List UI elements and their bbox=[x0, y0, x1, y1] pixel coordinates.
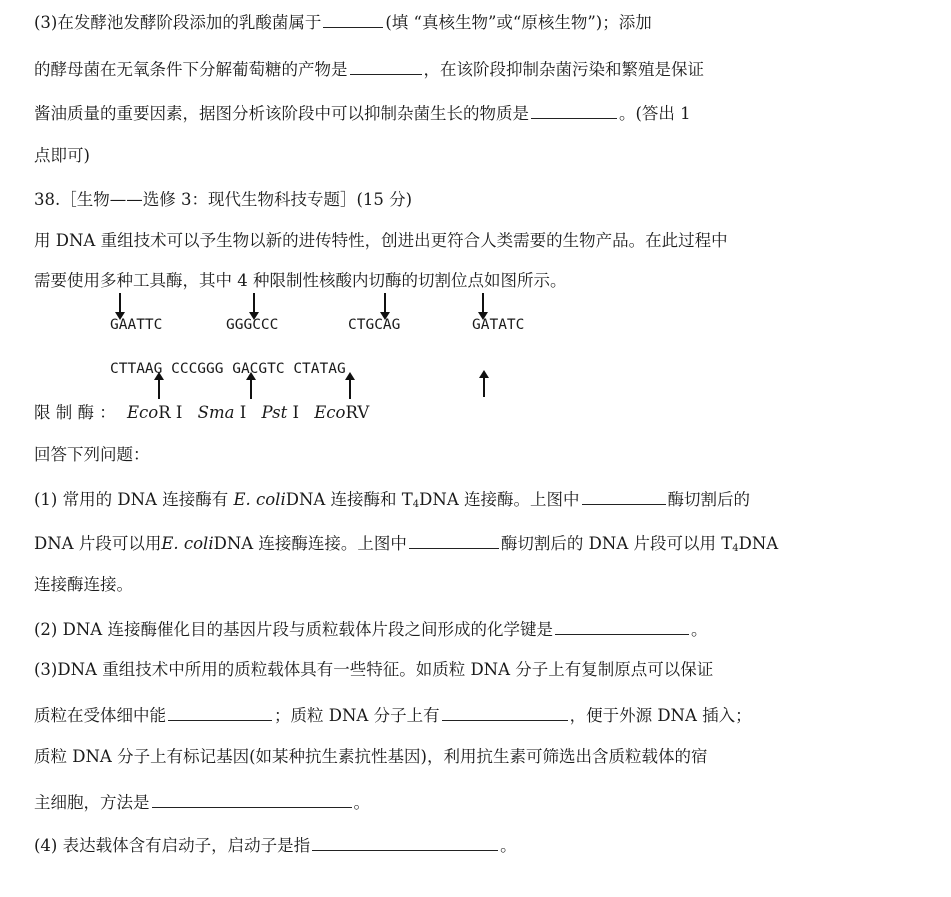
part3-line-3: 质粒 DNA 分子上有标记基因(如某种抗生素抗性基因)，利用抗生素可筛选出含质粒载体的宿 bbox=[34, 747, 708, 766]
enzyme-smai: Sma Ⅰ bbox=[197, 403, 247, 422]
answer-blank[interactable] bbox=[582, 487, 666, 505]
part4-text: 。 bbox=[500, 836, 517, 855]
part4-line bbox=[34, 833, 931, 857]
answer-blank[interactable] bbox=[168, 703, 272, 721]
part2-line bbox=[34, 617, 931, 641]
q3-line-1 bbox=[34, 10, 931, 34]
part2-text: 。 bbox=[690, 620, 708, 639]
answer-blank[interactable] bbox=[555, 617, 689, 635]
answer-blank[interactable] bbox=[323, 10, 383, 28]
answer-prompt: 回答下列问题： bbox=[34, 445, 150, 464]
part3-text: ，便于外源 DNA 插入； bbox=[569, 706, 752, 725]
part1-text: 酶切割后的 bbox=[667, 490, 750, 509]
answer-blank[interactable] bbox=[152, 790, 352, 808]
part3-text: ；质粒 DNA 分子上有 bbox=[274, 706, 440, 725]
q3-text: 点即可) bbox=[34, 146, 90, 165]
part1-text: DNA 连接酶和 T bbox=[285, 490, 413, 509]
q3-text: (3)在发酵池发酵阶段添加的乳酸菌属于 bbox=[34, 13, 322, 32]
ecoli-text: E. coli bbox=[233, 490, 286, 509]
answer-blank[interactable] bbox=[442, 703, 568, 721]
q3-line-3 bbox=[34, 101, 931, 125]
q38-heading: 38.［生物——选修 3：现代生物科技专题］(15 分) bbox=[34, 190, 413, 209]
part1-line-1 bbox=[34, 487, 931, 516]
cut-arrow-down-icon bbox=[253, 293, 255, 313]
part3-line-1: (3)DNA 重组技术中所用的质粒载体具有一些特征。如质粒 DNA 分子上有复制原点可以保证 bbox=[34, 660, 714, 679]
subscript-4: 4 bbox=[732, 543, 739, 554]
top-strand-smai: GGGCCC bbox=[226, 317, 279, 333]
answer-blank[interactable] bbox=[531, 101, 617, 119]
q38-intro-line-1: 用 DNA 重组技术可以予生物以新的进传特性，创进出更符合人类需要的生物产品。在此过程中 bbox=[34, 231, 728, 250]
part3-text: 。 bbox=[353, 793, 370, 812]
q3-line-4 bbox=[34, 145, 931, 167]
enzyme-label: 限 制 酶 ： bbox=[34, 403, 116, 422]
enzyme-psti: Pst Ⅰ bbox=[261, 403, 300, 422]
enzyme-ecori: EcoR Ⅰ bbox=[127, 403, 183, 422]
q3-line-2 bbox=[34, 57, 931, 81]
bottom-strand: CTTAAG CCCGGG GACGTC CTATAG bbox=[110, 361, 346, 377]
cut-arrow-up-icon bbox=[483, 377, 485, 397]
q3-text: (填 “真核生物”或“原核生物”)；添加 bbox=[385, 13, 652, 32]
answer-blank[interactable] bbox=[350, 57, 422, 75]
part3-text: 质粒在受体细中能 bbox=[34, 706, 166, 725]
top-strand-psti: CTGCAG bbox=[348, 317, 401, 333]
part4-text: (4) 表达载体含有启动子，启动子是指 bbox=[34, 836, 311, 855]
cut-arrow-down-icon bbox=[482, 293, 484, 313]
part1-text: (1) 常用的 DNA 连接酶有 bbox=[34, 490, 229, 509]
subscript-4: 4 bbox=[412, 499, 420, 510]
part1-text: DNA 连接酶连接。上图中 bbox=[213, 534, 407, 553]
top-strand-ecori: GAATTC bbox=[110, 317, 163, 333]
part3-line-4 bbox=[34, 790, 931, 814]
part2-text: (2) DNA 连接酶催化目的基因片段与质粒载体片段之间形成的化学键是 bbox=[34, 620, 553, 639]
part1-text: DNA bbox=[738, 534, 779, 553]
part3-line-2 bbox=[34, 703, 931, 727]
part1-text: DNA 连接酶。上图中 bbox=[419, 490, 580, 509]
part1-text: 酶切割后的 DNA 片段可以用 T bbox=[500, 534, 733, 553]
answer-blank[interactable] bbox=[409, 531, 499, 549]
cut-arrow-up-icon bbox=[250, 379, 252, 399]
top-strand-ecorv: GATATC bbox=[472, 317, 525, 333]
enzyme-label-row bbox=[34, 402, 931, 424]
part1-text: DNA 片段可以用 bbox=[34, 534, 162, 553]
q38-intro-line-2: 需要使用多种工具酶，其中 4 种限制性核酸内切酶的切割位点如图所示。 bbox=[34, 271, 567, 290]
cut-arrow-up-icon bbox=[349, 379, 351, 399]
cut-arrow-down-icon bbox=[384, 293, 386, 313]
part3-text: 主细胞，方法是 bbox=[34, 793, 150, 812]
q3-text: 酱油质量的重要因素，据图分析该阶段中可以抑制杂菌生长的物质是 bbox=[34, 104, 529, 123]
answer-blank[interactable] bbox=[312, 833, 498, 851]
enzyme-ecorv: EcoRV bbox=[314, 403, 370, 422]
q3-text: 。(答出 1 bbox=[619, 104, 691, 123]
cut-arrow-down-icon bbox=[119, 293, 121, 313]
cut-arrow-up-icon bbox=[158, 379, 160, 399]
part1-line-2 bbox=[34, 531, 931, 560]
part1-line-3: 连接酶连接。 bbox=[34, 575, 133, 594]
q3-text: 的酵母菌在无氧条件下分解葡萄糖的产物是 bbox=[34, 60, 348, 79]
ecoli-text: E. coli bbox=[161, 534, 214, 553]
q3-text: ，在该阶段抑制杂菌污染和繁殖是保证 bbox=[423, 60, 704, 79]
